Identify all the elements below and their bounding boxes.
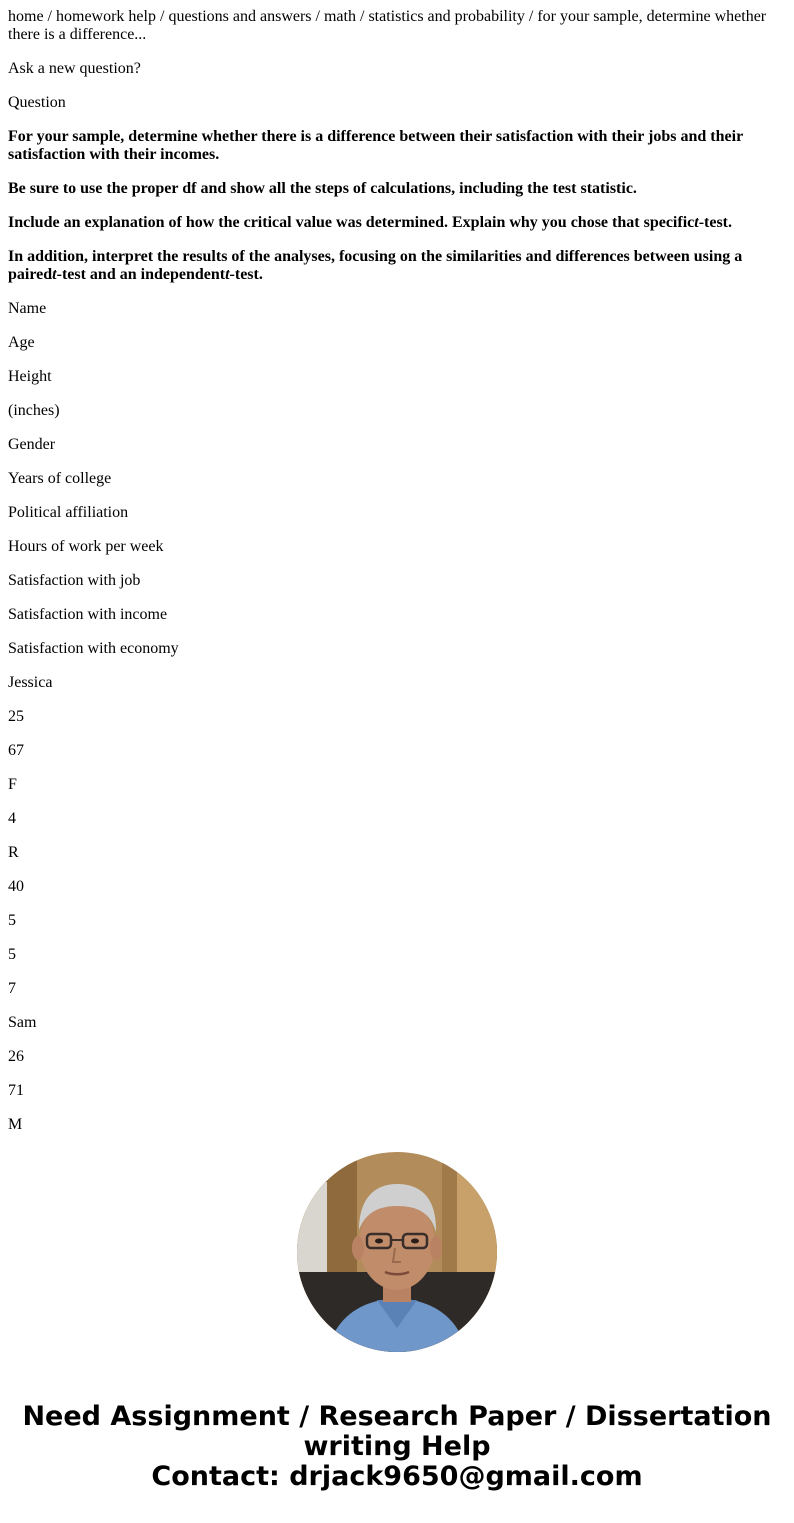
- table-cell: F: [8, 776, 17, 793]
- breadcrumb-math-link[interactable]: math: [323, 8, 356, 25]
- table-header: Gender: [8, 436, 56, 453]
- table-cell: Sam: [8, 1014, 37, 1031]
- ad-text: [0, 1402, 794, 1492]
- breadcrumb-separator: /: [43, 8, 56, 25]
- table-header: Hours of work per week: [8, 538, 164, 555]
- table-header: Age: [8, 334, 35, 351]
- table-cell: 25: [8, 708, 24, 725]
- table-cells: [8, 674, 786, 1134]
- table-header: (inches): [8, 402, 60, 419]
- page-body: [8, 8, 786, 1150]
- table-headers: [8, 300, 786, 658]
- table-cell: 26: [8, 1048, 24, 1065]
- question-paragraph-4: [8, 248, 786, 284]
- t-italic: t: [694, 214, 699, 231]
- question-paragraph-3: [8, 214, 786, 232]
- table-cell: 5: [8, 912, 16, 929]
- table-cell: 40: [8, 878, 24, 895]
- table-cell: 4: [8, 810, 16, 827]
- table-cell: Jessica: [8, 674, 53, 691]
- breadcrumb-current: for your sample, determine whether there is a difference...: [8, 8, 767, 43]
- avatar: [297, 1152, 497, 1352]
- ad-line-1: Need Assignment / Research Paper / Dissertation: [22, 1401, 772, 1432]
- breadcrumb-home-link[interactable]: home: [8, 8, 44, 25]
- breadcrumb-questions-answers-link[interactable]: questions and answers: [168, 8, 312, 25]
- table-cell: R: [8, 844, 19, 861]
- table-header: Satisfaction with income: [8, 606, 168, 623]
- table-cell: 5: [8, 946, 16, 963]
- table-cell: 71: [8, 1082, 24, 1099]
- question-paragraph-3-text: Include an explanation of how the critical value was determined. Explain why you chose that specific: [8, 214, 695, 231]
- table-cell: M: [8, 1116, 23, 1133]
- breadcrumb-separator: /: [355, 8, 369, 25]
- ad-line-2: writing Help: [303, 1431, 491, 1462]
- table-header: Satisfaction with job: [8, 572, 141, 589]
- question-paragraph-4-middle: -test and an independent: [56, 266, 226, 283]
- table-cell: 7: [8, 980, 16, 997]
- question-paragraph-3-suffix: -test.: [698, 214, 732, 231]
- table-header: Political affiliation: [8, 504, 129, 521]
- t-italic: t: [225, 266, 230, 283]
- question-paragraph-4-suffix: -test.: [229, 266, 263, 283]
- breadcrumb-separator: /: [155, 8, 169, 25]
- question-paragraph-2: Be sure to use the proper df and show all the steps of calculations, including the test statistic.: [8, 180, 637, 197]
- breadcrumb-statistics-link[interactable]: statistics and probability: [368, 8, 525, 25]
- ad-contact-email[interactable]: Contact: drjack9650@gmail.com: [151, 1461, 643, 1492]
- ask-new-question-link[interactable]: Ask a new question?: [8, 60, 141, 77]
- question-label: Question: [8, 94, 66, 111]
- question-paragraph-4-text: In addition, interpret the results of the analyses, focusing on the similarities and differences between using a paired: [8, 248, 743, 283]
- table-header: Name: [8, 300, 47, 317]
- breadcrumb-separator: /: [524, 8, 538, 25]
- table-header: Satisfaction with economy: [8, 640, 179, 657]
- table-header: Height: [8, 368, 52, 385]
- t-italic: t: [52, 266, 57, 283]
- tutor-ad: [0, 1152, 794, 1492]
- breadcrumb-homework-help-link[interactable]: homework help: [56, 8, 156, 25]
- breadcrumb: [8, 8, 786, 44]
- table-header: Years of college: [8, 470, 112, 487]
- breadcrumb-separator: /: [311, 8, 324, 25]
- question-paragraph-1: For your sample, determine whether there is a difference between their satisfaction with their jobs and their satisfaction with their incomes.: [8, 128, 743, 163]
- table-cell: 67: [8, 742, 24, 759]
